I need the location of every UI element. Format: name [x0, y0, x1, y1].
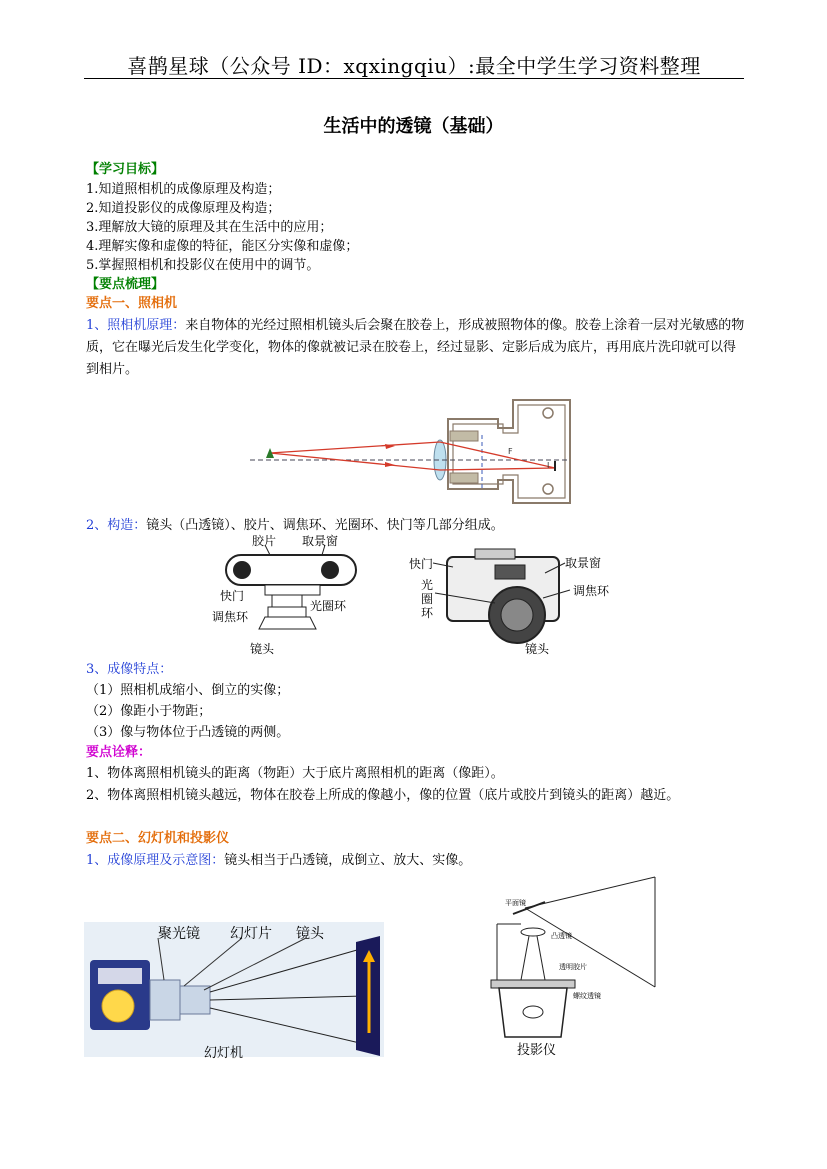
goal-item: 2.知道投影仪的成像原理及构造；	[86, 201, 281, 216]
ray-arrow	[385, 462, 395, 467]
goals-heading: 【学习目标】	[86, 162, 165, 177]
note-item: 1、物体离照相机镜头的距离（物距）大于底片离照相机的距离（像距）。	[86, 766, 504, 781]
structure-label: 2、构造：	[86, 518, 147, 533]
header-rule	[84, 78, 744, 79]
label-aperture-3: 环	[421, 606, 434, 620]
overhead-projector-diagram	[485, 872, 665, 1062]
lens-glass-photo	[501, 599, 533, 631]
label-film: 胶片	[252, 534, 277, 548]
transparent-film	[491, 980, 575, 988]
label-focus-ring: 调焦环	[573, 584, 610, 598]
label-aperture-2: 圈	[421, 592, 434, 606]
light-ray	[537, 936, 545, 980]
label-film: 透明胶片	[559, 963, 587, 971]
camera-principle-text: 来自物体的光经过照相机镜头后会聚在胶卷上，形成被照物体的像。胶卷上涂着一层对光敏感的物质，它在曝光后发生化学变化，物体的像就被记录在胶卷上，经过显影、定影后成为底片，再用底片洗印就可以得到相片。	[86, 318, 745, 377]
viewfinder-window	[495, 565, 525, 579]
shutter-block	[265, 585, 320, 595]
camera-principle-label: 1、照相机原理：	[86, 318, 186, 333]
goal-item: 3.理解放大镜的原理及其在生活中的应用；	[86, 220, 333, 235]
lens-barrel-bottom	[450, 473, 478, 483]
feature-item: （1）照相机成缩小、倒立的实像；	[86, 683, 290, 698]
overhead-projector-caption: 投影仪	[517, 1043, 557, 1058]
light-ray	[521, 936, 529, 980]
projector-principle	[86, 851, 471, 871]
label-lens: 镜头	[296, 926, 324, 942]
projection-lens	[180, 986, 210, 1014]
camera-top-plate	[475, 549, 515, 559]
lamp-icon	[523, 1006, 543, 1018]
projector-principle-text: 镜头相当于凸透镜，成倒立、放大、实像。	[224, 853, 472, 868]
lamp-icon	[102, 990, 134, 1022]
slide-projector-caption: 幻灯机	[204, 1046, 244, 1061]
page-header: 喜鹊星球（公众号 ID：xqxingqiu）:最全中学生学习资料整理	[127, 54, 701, 78]
focus-label: F	[508, 447, 513, 456]
goal-item: 4.理解实像和虚像的特征，能区分实像和虚像；	[86, 239, 359, 254]
camera-structure-diagram-right	[405, 543, 620, 658]
label-focus-ring: 调焦环	[212, 610, 249, 624]
structure-text: 镜头（凸透镜）、胶片、调焦环、光圈环、快门等几部分组成。	[146, 518, 504, 533]
label-aperture-1: 光	[421, 578, 434, 592]
goal-item: 1.知道照相机的成像原理及构造；	[86, 182, 281, 197]
projector-heading: 要点二、幻灯机和投影仪	[86, 831, 230, 846]
label-shutter: 快门	[409, 557, 434, 571]
condenser-lens	[150, 980, 180, 1020]
aperture-ring	[272, 595, 302, 607]
film-roll-icon	[321, 561, 339, 579]
projector-principle-label: 1、成像原理及示意图：	[86, 853, 225, 868]
label-plane-mirror: 平面镜	[505, 899, 526, 907]
light-ray	[270, 442, 440, 453]
label-condenser: 聚光镜	[158, 926, 200, 942]
label-viewfinder: 取景窗	[565, 556, 602, 570]
camera-ray-diagram	[250, 395, 585, 510]
focus-ring	[268, 607, 306, 617]
features-label: 3、成像特点：	[86, 662, 173, 677]
film-roll-icon	[233, 561, 251, 579]
lens-front	[259, 617, 316, 629]
label-aperture-ring: 光圈环	[310, 599, 347, 613]
label-lens: 镜头	[525, 642, 550, 656]
camera-principle	[86, 315, 746, 381]
convex-lens	[521, 928, 545, 936]
label-convex-lens: 凸透镜	[551, 932, 572, 940]
projection-ray	[525, 877, 655, 908]
lens-barrel-top	[450, 431, 478, 441]
label-slide: 幻灯片	[230, 926, 272, 942]
label-fresnel-lens: 螺纹透镜	[573, 992, 601, 1000]
page-title: 生活中的透镜（基础）	[323, 116, 504, 137]
light-ray	[270, 453, 440, 470]
image-label: I	[547, 461, 550, 470]
label-shutter: 快门	[220, 589, 245, 603]
label-lens: 镜头	[250, 642, 275, 656]
feature-item: （2）像距小于物距；	[86, 704, 212, 719]
label-viewfinder: 取景窗	[302, 534, 339, 548]
points-heading: 【要点梳理】	[86, 277, 165, 292]
goal-item: 5.掌握照相机和投影仪在使用中的调节。	[86, 258, 320, 273]
notes-label: 要点诠释：	[86, 745, 152, 760]
note-item: 2、物体离照相机镜头越远，物体在胶卷上所成的像越小，像的位置（底片或胶片到镜头的距离）越近。	[86, 788, 680, 803]
feature-item: （3）像与物体位于凸透镜的两侧。	[86, 725, 290, 740]
camera-heading: 要点一、照相机	[86, 296, 178, 311]
housing-vents	[98, 968, 142, 984]
slide-projector-diagram	[84, 918, 384, 1063]
camera-structure-diagram-left	[210, 533, 365, 658]
